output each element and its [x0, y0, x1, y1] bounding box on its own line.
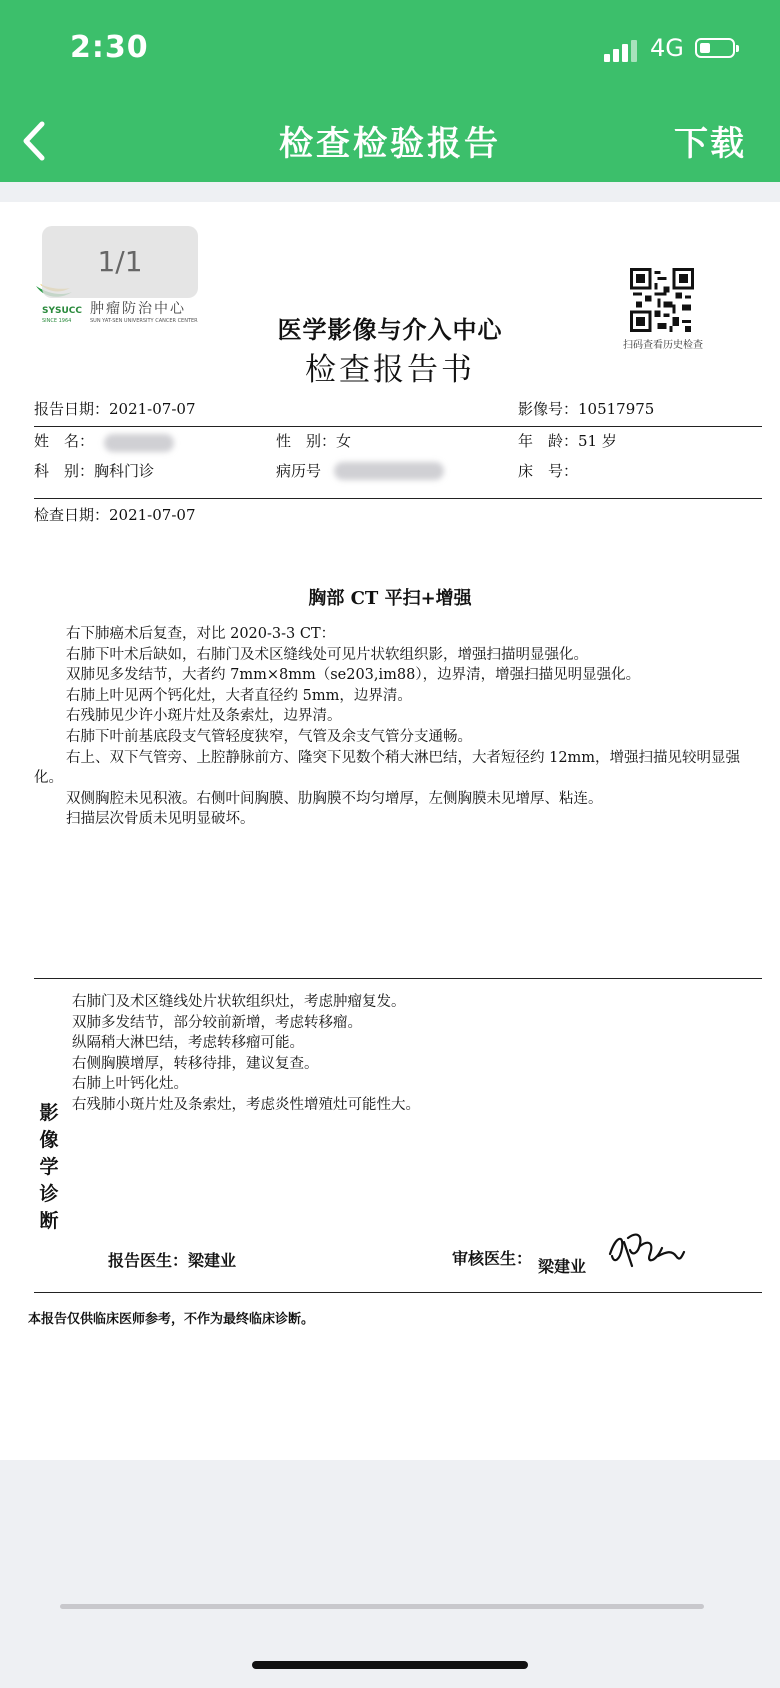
divider [34, 978, 762, 979]
page-title: 检查检验报告 [279, 124, 501, 164]
logo-cn-name: 肿瘤防治中心 [90, 301, 186, 317]
finding-line: 双侧胸腔未见积液。右侧叶间胸膜、肋胸膜不均匀增厚，左侧胸膜未见增厚、粘连。 [66, 790, 603, 807]
patient-age: 年 龄：51 岁 [518, 432, 617, 450]
logo-en-name: SUN YAT-SEN UNIVERSITY CANCER CENTER [90, 318, 198, 324]
finding-line: 右肺上叶见两个钙化灶，大者直径约 5mm，边界清。 [66, 687, 412, 704]
document-title: 检查报告书 [305, 352, 475, 388]
exam-date: 检查日期：2021-07-07 [34, 506, 196, 524]
disclaimer: 本报告仅供临床医师参考，不作为最终临床诊断。 [28, 1312, 315, 1327]
finding-line: 右下肺癌术后复查，对比 2020-3-3 CT： [66, 626, 336, 642]
qr-caption: 扫码查看历史检查 [623, 340, 703, 351]
redacted-name [104, 434, 174, 452]
finding-line: 扫描层次骨质未见明显破坏。 [66, 811, 255, 828]
findings-text [34, 624, 764, 830]
department: 科 别：胸科门诊 [34, 462, 155, 480]
report-document [0, 202, 780, 1460]
diagnosis-label: 影 像 学 诊 断 [39, 1102, 59, 1232]
bed-number-label: 床 号： [518, 462, 579, 480]
record-number-label: 病历号 [276, 462, 322, 480]
finding-line: 右上、双下气管旁、上腔静脉前方、隆突下见数个稍大淋巴结，大者短径约 12mm，增强扫描见较明显强化。 [34, 749, 741, 787]
diagnosis-line: 右侧胸膜增厚，转移待排，建议复查。 [72, 1055, 319, 1072]
home-indicator[interactable] [252, 1661, 528, 1669]
network-label: 4G [650, 34, 684, 62]
handwritten-signature [606, 1226, 686, 1270]
image-number: 影像号：10517975 [518, 400, 655, 418]
diagnosis-line: 右残肺小斑片灶及条索灶，考虑炎性增殖灶可能性大。 [72, 1096, 420, 1113]
reviewing-doctor-name: 梁建业 [538, 1257, 587, 1276]
diagnosis-line: 双肺多发结节，部分较前新增，考虑转移瘤。 [72, 1014, 362, 1031]
divider [34, 426, 762, 427]
status-bar [0, 0, 780, 100]
page-indicator: 1/1 [42, 226, 198, 298]
finding-line: 右肺下叶术后缺如，右肺门及术区缝线处可见片状软组织影，增强扫描明显强化。 [66, 646, 588, 663]
download-button[interactable]: 下载 [674, 124, 746, 164]
status-time: 2:30 [70, 30, 149, 65]
signal-icon [604, 40, 638, 62]
divider [34, 498, 762, 499]
diagnosis-line: 右肺门及术区缝线处片状软组织灶，考虑肿瘤复发。 [72, 994, 406, 1010]
reporting-doctor: 报告医生：梁建业 [108, 1251, 237, 1270]
nav-bar [0, 100, 780, 182]
report-date: 报告日期：2021-07-07 [34, 400, 196, 418]
logo-since: SINCE 1964 [42, 318, 72, 324]
patient-sex: 性 别：女 [276, 432, 352, 450]
divider [34, 1292, 762, 1293]
logo-abbr: SYSUCC [42, 306, 82, 316]
horizontal-scrollbar[interactable] [60, 1604, 704, 1609]
diagnosis-line: 纵隔稍大淋巴结，考虑转移瘤可能。 [72, 1035, 304, 1052]
patient-name-label: 姓 名： [34, 432, 95, 450]
diagnosis-line: 右肺上叶钙化灶。 [72, 1076, 188, 1093]
org-name: 医学影像与介入中心 [277, 315, 503, 344]
reviewing-doctor-label: 审核医生： [452, 1249, 533, 1268]
exam-title: 胸部 CT 平扫+增强 [308, 588, 472, 609]
finding-line: 双肺见多发结节，大者约 7mm×8mm（se203,im88），边界清，增强扫描见明显强化。 [66, 667, 641, 684]
finding-line: 右肺下叶前基底段支气管轻度狭窄，气管及余支气管分支通畅。 [66, 728, 472, 745]
finding-line: 右残肺见少许小斑片灶及条索灶，边界清。 [66, 708, 342, 725]
diagnosis-text [72, 992, 752, 1116]
redacted-record-number [334, 462, 444, 480]
battery-icon [695, 38, 735, 58]
